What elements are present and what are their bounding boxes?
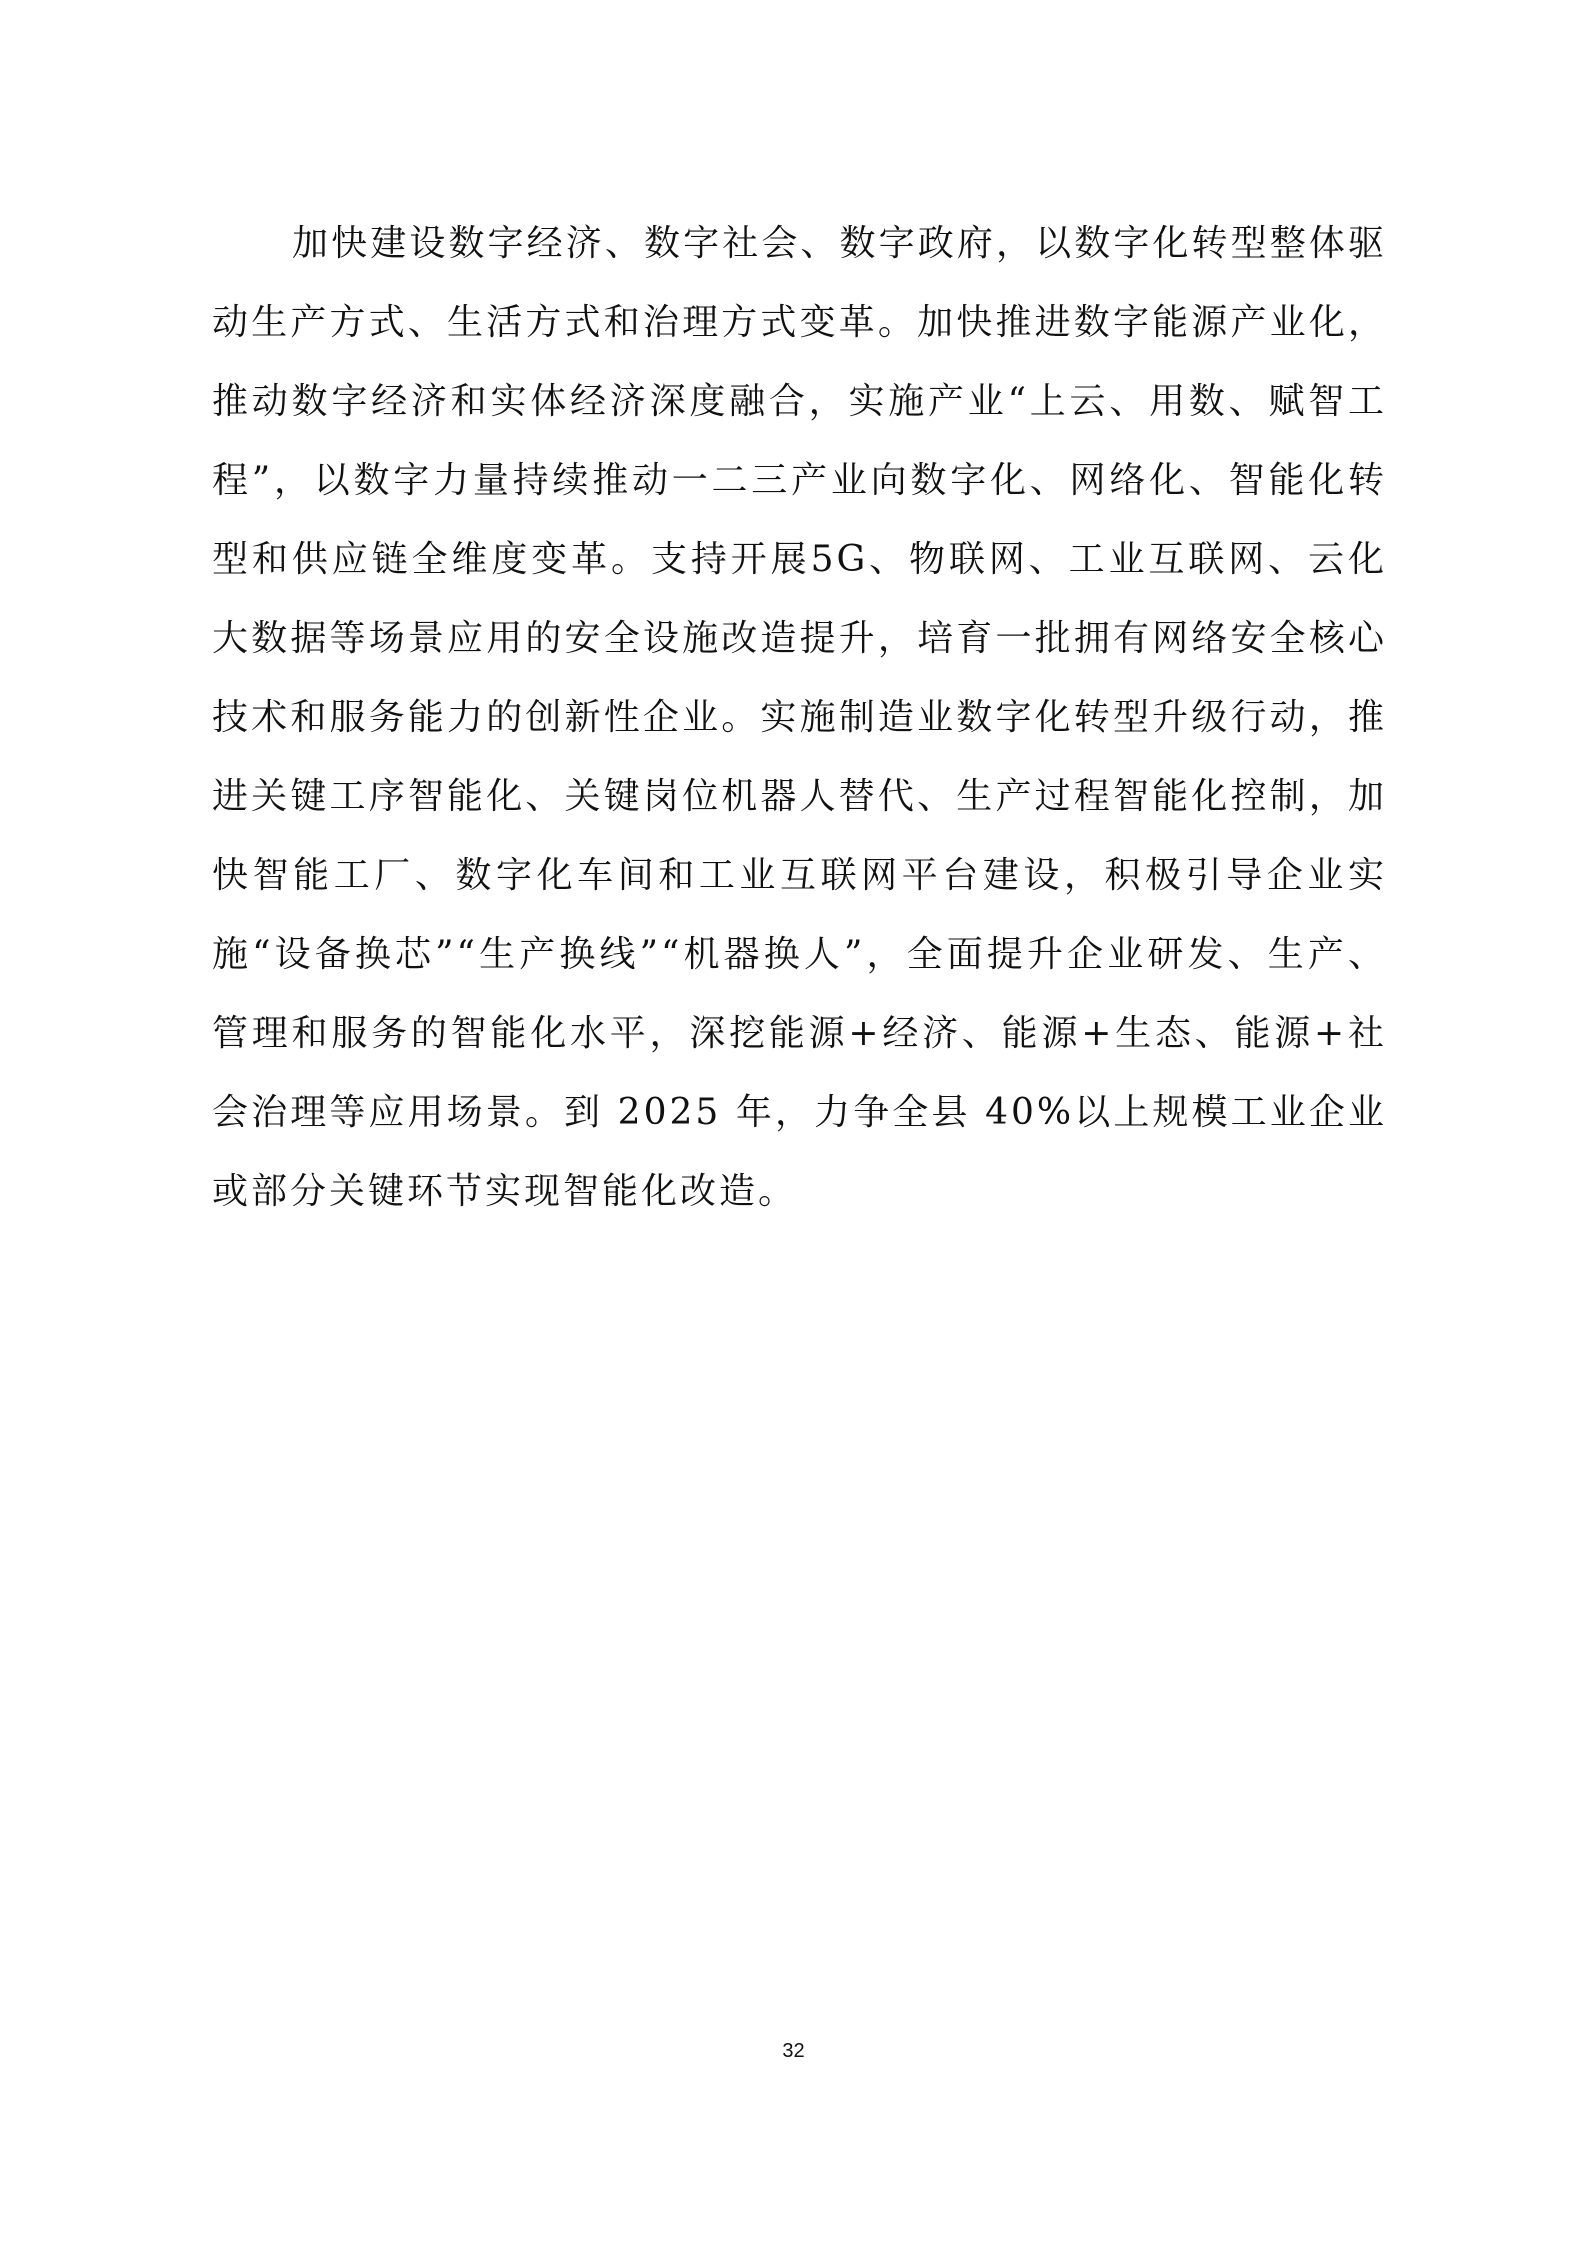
body-paragraph: 加快建设数字经济、数字社会、数字政府，以数字化转型整体驱动生产方式、生活方式和治理方式变革。加快推进数字能源产业化，推动数字经济和实体经济深度融合，实施产业“上云、用数、赋智工程”，以数字力量持续推动一二三产业向数字化、网络化、智能化转型和供应链全维度变革。支持开展5G、物联网、工业互联网、云化大数据等场景应用的安全设施改造提升，培育一批拥有网络安全核心技术和服务能力的创新性企业。实施制造业数字化转型升级行动，推进关键工序智能化、关键岗位机器人替代、生产过程智能化控制，加快智能工厂、数字化车间和工业互联网平台建设，积极引导企业实施“设备换芯”“生产换线”“机器换人”，全面提升企业研发、生产、管理和服务的智能化水平，深挖能源+经济、能源+生态、能源+社会治理等应用场景。到 2025 年，力争全县 40%以上规模工业企业或部分关键环节实现智能化改造。: [212, 223, 1387, 1212]
page-number: 32: [782, 2040, 805, 2062]
